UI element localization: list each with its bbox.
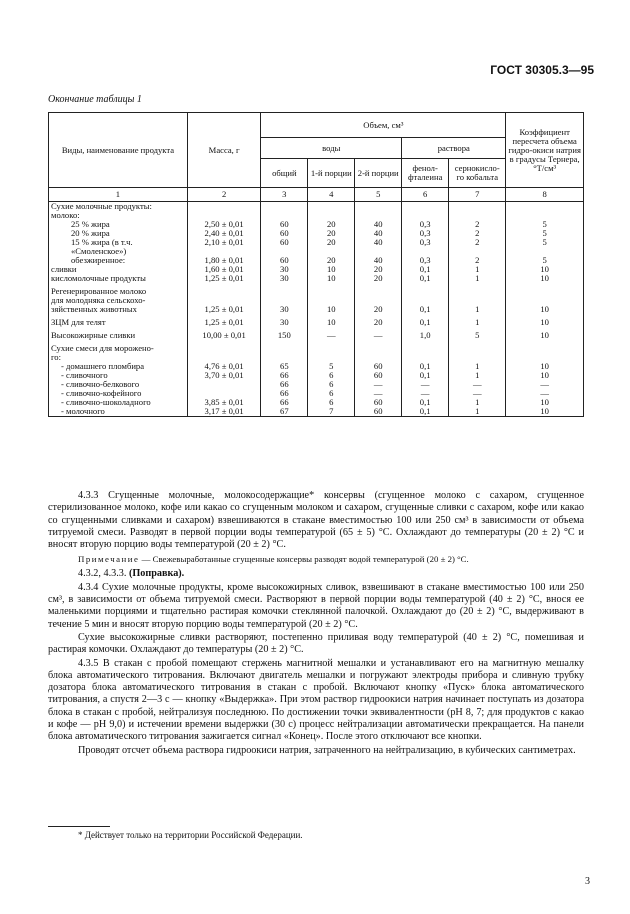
value-cell: 10 [308, 318, 355, 327]
value-cell: 20 [308, 229, 355, 238]
value-cell: 1 [449, 371, 506, 380]
value-cell: 30 [261, 265, 308, 274]
value-cell: 0,1 [402, 371, 449, 380]
value-cell: 60 [355, 398, 402, 407]
value-cell: 6 [308, 380, 355, 389]
paragraph-amendment [48, 568, 584, 580]
value-cell [402, 344, 449, 353]
value-cell [187, 287, 261, 296]
value-cell [261, 287, 308, 296]
table-row [49, 331, 584, 340]
note [48, 554, 584, 565]
value-cell: 1,60 ± 0,01 [187, 265, 261, 274]
table-row [49, 256, 584, 265]
table-row [49, 305, 584, 314]
value-cell [355, 287, 402, 296]
value-cell: 10 [506, 407, 584, 417]
value-cell: 1 [449, 265, 506, 274]
table-row [49, 362, 584, 371]
product-name-cell: ЗЦМ для телят [49, 318, 188, 327]
value-cell: 20 [308, 238, 355, 247]
value-cell: 30 [261, 274, 308, 283]
value-cell [308, 202, 355, 212]
amendment-label: (Поправка). [128, 568, 185, 580]
header-portion1: 1-й порции [308, 159, 355, 188]
value-cell: — [449, 380, 506, 389]
value-cell: 1 [449, 407, 506, 417]
table-row [49, 220, 584, 229]
value-cell: 1 [449, 274, 506, 283]
value-cell: 66 [261, 389, 308, 398]
value-cell [449, 202, 506, 212]
value-cell: 0,1 [402, 362, 449, 371]
value-cell: — [355, 389, 402, 398]
value-cell: 2,50 ± 0,01 [187, 220, 261, 229]
value-cell: 66 [261, 380, 308, 389]
value-cell: 3,17 ± 0,01 [187, 407, 261, 417]
header-volume: Объем, см³ [261, 113, 506, 138]
column-numbers-row [49, 188, 584, 202]
value-cell: 2 [449, 229, 506, 238]
value-cell: 0,1 [402, 274, 449, 283]
col-number: 2 [187, 188, 261, 202]
col-number: 7 [449, 188, 506, 202]
value-cell [261, 344, 308, 353]
value-cell: 0,1 [402, 407, 449, 417]
note-label: Примечание [78, 554, 140, 565]
col-number: 4 [308, 188, 355, 202]
value-cell: 40 [355, 220, 402, 229]
value-cell: 10 [308, 265, 355, 274]
value-cell [187, 344, 261, 353]
value-cell: 2,40 ± 0,01 [187, 229, 261, 238]
value-cell: — [308, 331, 355, 340]
value-cell: 10 [506, 371, 584, 380]
col-number: 6 [402, 188, 449, 202]
header-water: воды [261, 138, 402, 159]
value-cell [187, 202, 261, 212]
paragraph-reading: Проводят отсчет объема раствора гидроокиси натрия, затраченного на нейтрализацию, в кубических сантиметрах. [78, 744, 576, 756]
table-row [49, 247, 584, 256]
product-name-cell: Сухие молочные продукты: [49, 202, 188, 212]
value-cell: 20 [355, 274, 402, 283]
value-cell: 5 [308, 362, 355, 371]
product-name-cell: - сливочно-кофейного [49, 389, 188, 398]
paragraph-4-3-4: 4.3.4 Сухие молочные продукты, кроме высокожирных сливок, взвешивают в стакане вместимостью 100 или 250 см³, в зависимости от объема титруемой смеси. Растворяют в первой порции воды температурой (40 ± 2) °С, внося ее маленькими порциями и тщательно растирая комочки стеклянной палочкой. Охлаждают до (20 ± 2) °С, выдерживают в течение 5 мин и вносят вторую порцию воды температурой (20 ± 2) °С. [48, 581, 584, 630]
table-row [49, 398, 584, 407]
value-cell [506, 344, 584, 353]
value-cell: 1,25 ± 0,01 [187, 274, 261, 283]
value-cell [506, 287, 584, 296]
product-name-cell: - сливочного [49, 371, 188, 380]
body-text [48, 490, 584, 758]
value-cell [506, 202, 584, 212]
value-cell: 1 [449, 398, 506, 407]
value-cell: 60 [355, 371, 402, 380]
value-cell: 10 [506, 305, 584, 314]
product-name-cell: обезжиренное: [49, 256, 188, 265]
col-number: 3 [261, 188, 308, 202]
value-cell: 67 [261, 407, 308, 417]
paragraph-4-3-5: 4.3.5 В стакан с пробой помещают стержень магнитной мешалки и устанавливают его на магнитную мешалку блока автоматического титрования. Включают двигатель мешалки и погружают электроды прибора и сливную трубку дозатора блока автоматического титрования в стакан с пробой. Включают кнопку «Пуск» блока автоматического титрования, а спустя 2—3 с — кнопку «Выдержка». При этом раствор гидроокиси натрия начинает поступать из дозатора блока в стакан с пробой, нейтрализуя последнюю. По достижении точки эквивалентности (рН 8, 7; для продуктов с какао и кофе — рН 9,0) и истечении времени выдержки (30 с) процесс нейтрализации автоматически прекращается. На панели блока автоматического титрования зажигается сигнал «Конец». После этого отключают все кнопки. [48, 657, 584, 743]
value-cell: 2,10 ± 0,01 [187, 238, 261, 247]
product-name-cell: - домашнего пломбира [49, 362, 188, 371]
value-cell: 1,25 ± 0,01 [187, 305, 261, 314]
value-cell: 5 [506, 256, 584, 265]
value-cell: 10 [506, 331, 584, 340]
value-cell: 10 [506, 398, 584, 407]
value-cell: 60 [355, 362, 402, 371]
value-cell [449, 344, 506, 353]
value-cell: 40 [355, 256, 402, 265]
product-name-cell: го: [49, 353, 188, 362]
value-cell: 0,1 [402, 305, 449, 314]
value-cell: 66 [261, 398, 308, 407]
product-name-cell: кисломолочные продукты [49, 274, 188, 283]
table-row [49, 238, 584, 247]
value-cell: 5 [506, 229, 584, 238]
value-cell: 1 [449, 318, 506, 327]
amendment-ref: 4.3.2, 4.3.3. [78, 568, 129, 580]
value-cell: 1 [449, 305, 506, 314]
value-cell: 20 [355, 305, 402, 314]
value-cell: 60 [261, 256, 308, 265]
standard-code: ГОСТ 30305.3—95 [490, 63, 594, 77]
value-cell [355, 202, 402, 212]
value-cell: 150 [261, 331, 308, 340]
value-cell: 2 [449, 220, 506, 229]
value-cell: 6 [308, 371, 355, 380]
value-cell: 1,25 ± 0,01 [187, 318, 261, 327]
table-row [49, 344, 584, 353]
product-name-cell: - сливочно-шоколадного [49, 398, 188, 407]
value-cell: 60 [355, 407, 402, 417]
product-name-cell: Регенерированное молоко [49, 287, 188, 296]
col-number: 5 [355, 188, 402, 202]
value-cell: 30 [261, 305, 308, 314]
product-name-cell: 25 % жира [49, 220, 188, 229]
value-cell [187, 380, 261, 389]
footnote: * Действует только на территории Российской Федерации. [78, 830, 303, 840]
value-cell: 0,3 [402, 238, 449, 247]
value-cell: 6 [308, 389, 355, 398]
table-body [49, 202, 584, 417]
value-cell: 10 [506, 265, 584, 274]
value-cell [308, 344, 355, 353]
value-cell: 40 [355, 238, 402, 247]
col-number: 8 [506, 188, 584, 202]
value-cell: 60 [261, 229, 308, 238]
value-cell [402, 287, 449, 296]
value-cell: 7 [308, 407, 355, 417]
value-cell: 1,0 [402, 331, 449, 340]
table-row [49, 274, 584, 283]
value-cell: 30 [261, 318, 308, 327]
value-cell: 0,1 [402, 265, 449, 274]
header-mass: Масса, г [187, 113, 261, 188]
paragraph-dry-cream: Сухие высокожирные сливки растворяют, постепенно приливая воду температурой (40 ± 2) °С, помешивая и растирая комочки. Охлаждают до температуры (20 ± 2) °С. [48, 631, 584, 656]
header-portion2: 2-й порции [355, 159, 402, 188]
product-name-cell: - сливочно-белкового [49, 380, 188, 389]
product-name-cell: молоко: [49, 211, 188, 220]
header-cobalt: сернокисло-го кобальта [449, 159, 506, 188]
product-name-cell: Высокожирные сливки [49, 331, 188, 340]
header-coef: Коэффициент пересчета объема гидро-окиси натрия в градусы Тернера, °Т/см³ [506, 113, 584, 188]
value-cell: 10 [308, 305, 355, 314]
header-total: общий [261, 159, 308, 188]
col-number: 1 [49, 188, 188, 202]
header-solution: раствора [402, 138, 506, 159]
value-cell: 20 [355, 265, 402, 274]
data-table [48, 112, 584, 417]
table-row [49, 318, 584, 327]
value-cell: 3,85 ± 0,01 [187, 398, 261, 407]
note-text: — Свежевыработанные сгущенные консервы разводят водой температурой (20 ± 2) °С. [139, 554, 469, 565]
value-cell: 5 [449, 331, 506, 340]
value-cell: 40 [355, 229, 402, 238]
value-cell: 5 [506, 220, 584, 229]
value-cell: 3,70 ± 0,01 [187, 371, 261, 380]
value-cell: 0,1 [402, 318, 449, 327]
value-cell [355, 344, 402, 353]
value-cell: — [402, 389, 449, 398]
table-row [49, 202, 584, 212]
value-cell: 0,3 [402, 229, 449, 238]
value-cell: 10,00 ± 0,01 [187, 331, 261, 340]
value-cell: 2 [449, 238, 506, 247]
value-cell: 2 [449, 256, 506, 265]
value-cell [261, 202, 308, 212]
value-cell [449, 287, 506, 296]
value-cell: 1,80 ± 0,01 [187, 256, 261, 265]
value-cell: 6 [308, 398, 355, 407]
value-cell [402, 202, 449, 212]
value-cell: — [506, 389, 584, 398]
value-cell: 60 [261, 238, 308, 247]
product-name-cell: для молодняка сельскохо- [49, 296, 188, 305]
value-cell: 20 [355, 318, 402, 327]
product-name-cell: 20 % жира [49, 229, 188, 238]
value-cell: — [355, 331, 402, 340]
value-cell: — [449, 389, 506, 398]
value-cell: 20 [308, 220, 355, 229]
value-cell [308, 287, 355, 296]
product-name-cell: 15 % жира (в т.ч. [49, 238, 188, 247]
value-cell: 1 [449, 362, 506, 371]
value-cell: 0,3 [402, 220, 449, 229]
value-cell: 10 [506, 318, 584, 327]
value-cell: 60 [261, 220, 308, 229]
value-cell: — [355, 380, 402, 389]
value-cell: 10 [506, 362, 584, 371]
value-cell: 0,1 [402, 398, 449, 407]
product-name-cell: Сухие смеси для морожено- [49, 344, 188, 353]
value-cell: — [506, 380, 584, 389]
value-cell: 65 [261, 362, 308, 371]
footnote-rule [48, 826, 110, 827]
page-number: 3 [585, 876, 590, 887]
product-name-cell: «Смоленское») [49, 247, 188, 256]
value-cell: 66 [261, 371, 308, 380]
value-cell: — [402, 380, 449, 389]
product-name-cell: зяйственных животных [49, 305, 188, 314]
value-cell: 10 [308, 274, 355, 283]
product-name-cell: - молочного [49, 407, 188, 417]
header-phenol: фенол-фталеина [402, 159, 449, 188]
paragraph-4-3-3: 4.3.3 Сгущенные молочные, молокосодержащие* консервы (сгущенное молоко с сахаром, сгущенное стерилизованное молоко, кофе или какао со сгущенным молоком и сахаром, сгущенные сливки с сахаром, кофе или какао со сгущенными сливками и сахаром) взвешиваются в стакане вместимостью 100 или 250 см³ в зависимости от объема титруемой смеси. Разводят в первой порции воды температурой (65 ± 5) °С. Охлаждают до температуры (20 ± 2) °С и вносят вторую порцию воды температурой (20 ± 2) °С. [48, 490, 584, 551]
header-name: Виды, наименование продукта [49, 113, 188, 188]
table-row [49, 407, 584, 417]
table-row [49, 211, 584, 220]
value-cell: 0,3 [402, 256, 449, 265]
value-cell: 4,76 ± 0,01 [187, 362, 261, 371]
value-cell: 10 [506, 274, 584, 283]
value-cell: 5 [506, 238, 584, 247]
product-name-cell: сливки [49, 265, 188, 274]
table-caption: Окончание таблицы 1 [48, 94, 142, 105]
value-cell: 20 [308, 256, 355, 265]
